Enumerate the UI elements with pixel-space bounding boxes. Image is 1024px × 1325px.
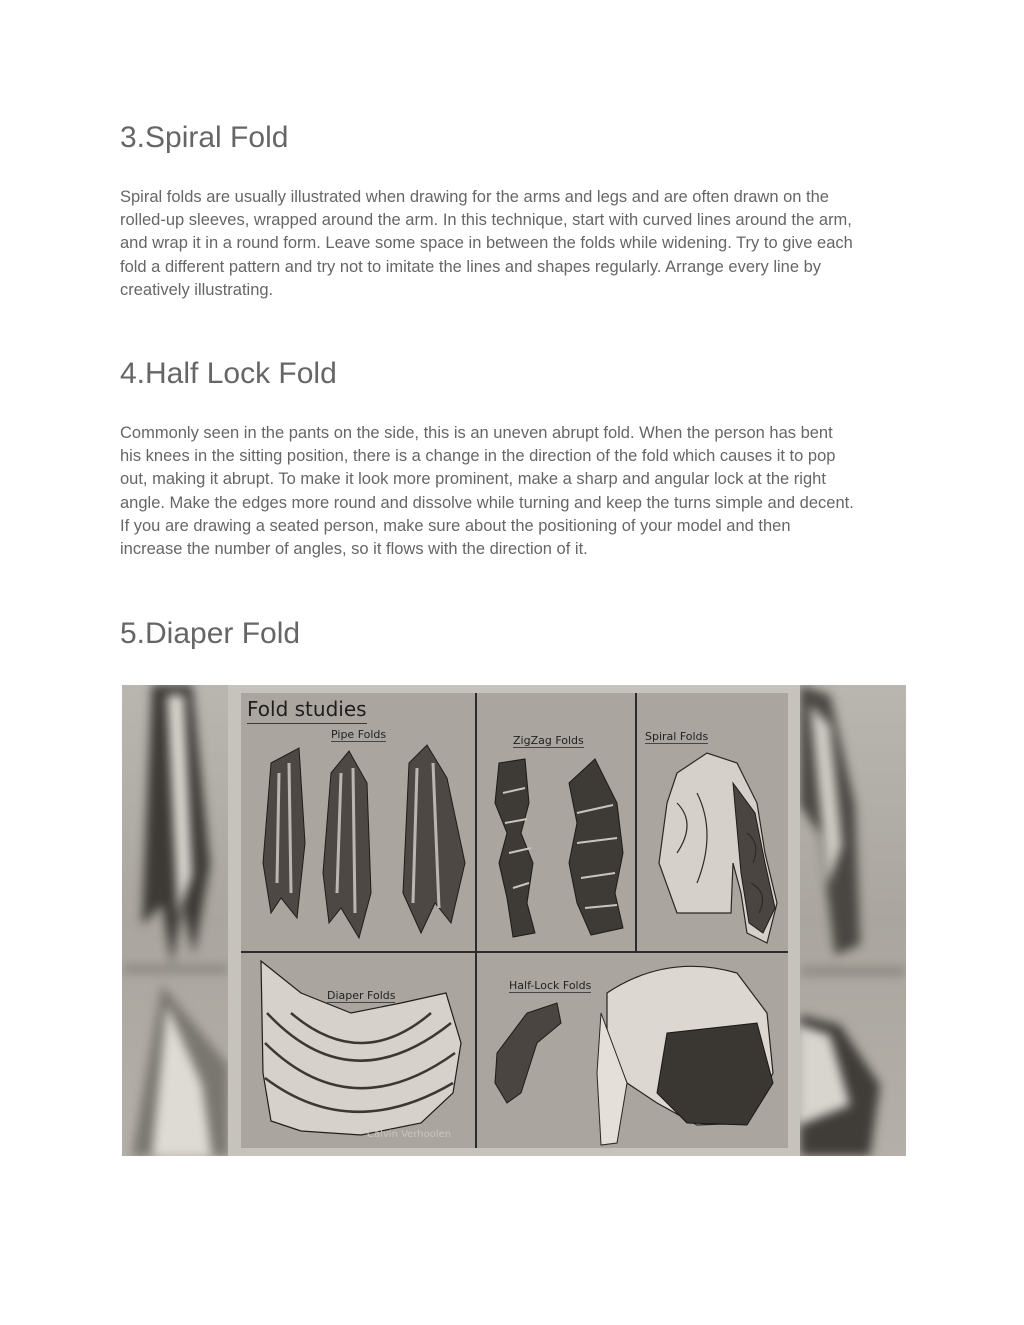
- spiral-folds-cell: [637, 693, 788, 951]
- figure-title: Fold studies: [247, 697, 367, 724]
- paragraph-line: creatively illustrating.: [120, 280, 274, 299]
- half-lock-folds-cell: [477, 953, 788, 1148]
- paragraph-line: out, making it abrupt. To make it look more prominent, make a sharp and angular lock at the right: [120, 470, 826, 489]
- paragraph-line: Commonly seen in the pants on the side, this is an uneven abrupt fold. When the person has bent: [120, 424, 833, 442]
- paragraph-line: increase the number of angles, so it flows with the direction of it.: [120, 540, 588, 559]
- fold-studies-panel: [241, 693, 788, 1148]
- half-lock-folds-label: Half-Lock Folds: [509, 979, 592, 992]
- diaper-folds-drawing: [241, 953, 475, 1148]
- half-lock-folds-drawing: [477, 953, 788, 1148]
- paragraph-line: angle. Make the edges more round and dissolve while turning and keep the turns simple and decent.: [120, 493, 854, 512]
- paragraph-line: Spiral folds are usually illustrated when drawing for the arms and legs and are often drawn on the: [120, 188, 829, 206]
- blurred-side-left: [122, 685, 228, 1156]
- spiral-folds-label: Spiral Folds: [645, 730, 709, 743]
- section-paragraph-half-lock-fold: [120, 422, 910, 561]
- pipe-folds-drawing: [241, 693, 475, 951]
- fold-studies-image: [122, 685, 906, 1156]
- artist-credit: Calvin Verhoolen: [367, 1129, 452, 1140]
- diaper-folds-label: Diaper Folds: [327, 989, 396, 1002]
- zigzag-folds-cell: [477, 693, 635, 951]
- section-heading-half-lock-fold: 4.Half Lock Fold: [120, 357, 337, 390]
- figure-divider: [635, 693, 637, 951]
- section-heading-spiral-fold: 3.Spiral Fold: [120, 121, 289, 154]
- figure-divider: [475, 693, 477, 1148]
- pipe-folds-label: Pipe Folds: [331, 728, 387, 741]
- paragraph-line: If you are drawing a seated person, make sure about the positioning of your model and then: [120, 516, 791, 535]
- section-heading-diaper-fold: 5.Diaper Fold: [120, 617, 301, 650]
- pipe-folds-cell: [241, 693, 475, 951]
- spiral-folds-drawing: [637, 693, 788, 951]
- blurred-side-right: [800, 685, 906, 1156]
- paragraph-line: fold a different pattern and try not to imitate the lines and shapes regularly. Arrange every line by: [120, 257, 822, 276]
- section-paragraph-spiral-fold: [120, 186, 910, 302]
- diaper-folds-cell: [241, 953, 475, 1148]
- figure-divider: [241, 951, 788, 953]
- paragraph-line: rolled-up sleeves, wrapped around the arm. In this technique, start with curved lines around the arm,: [120, 211, 852, 230]
- paragraph-line: and wrap it in a round form. Leave some space in between the folds while widening. Try to give each: [120, 234, 853, 253]
- paragraph-line: his knees in the sitting position, there is a change in the direction of the fold which causes it to pop: [120, 447, 836, 466]
- zigzag-folds-label: ZigZag Folds: [513, 734, 584, 747]
- zigzag-folds-drawing: [477, 693, 635, 951]
